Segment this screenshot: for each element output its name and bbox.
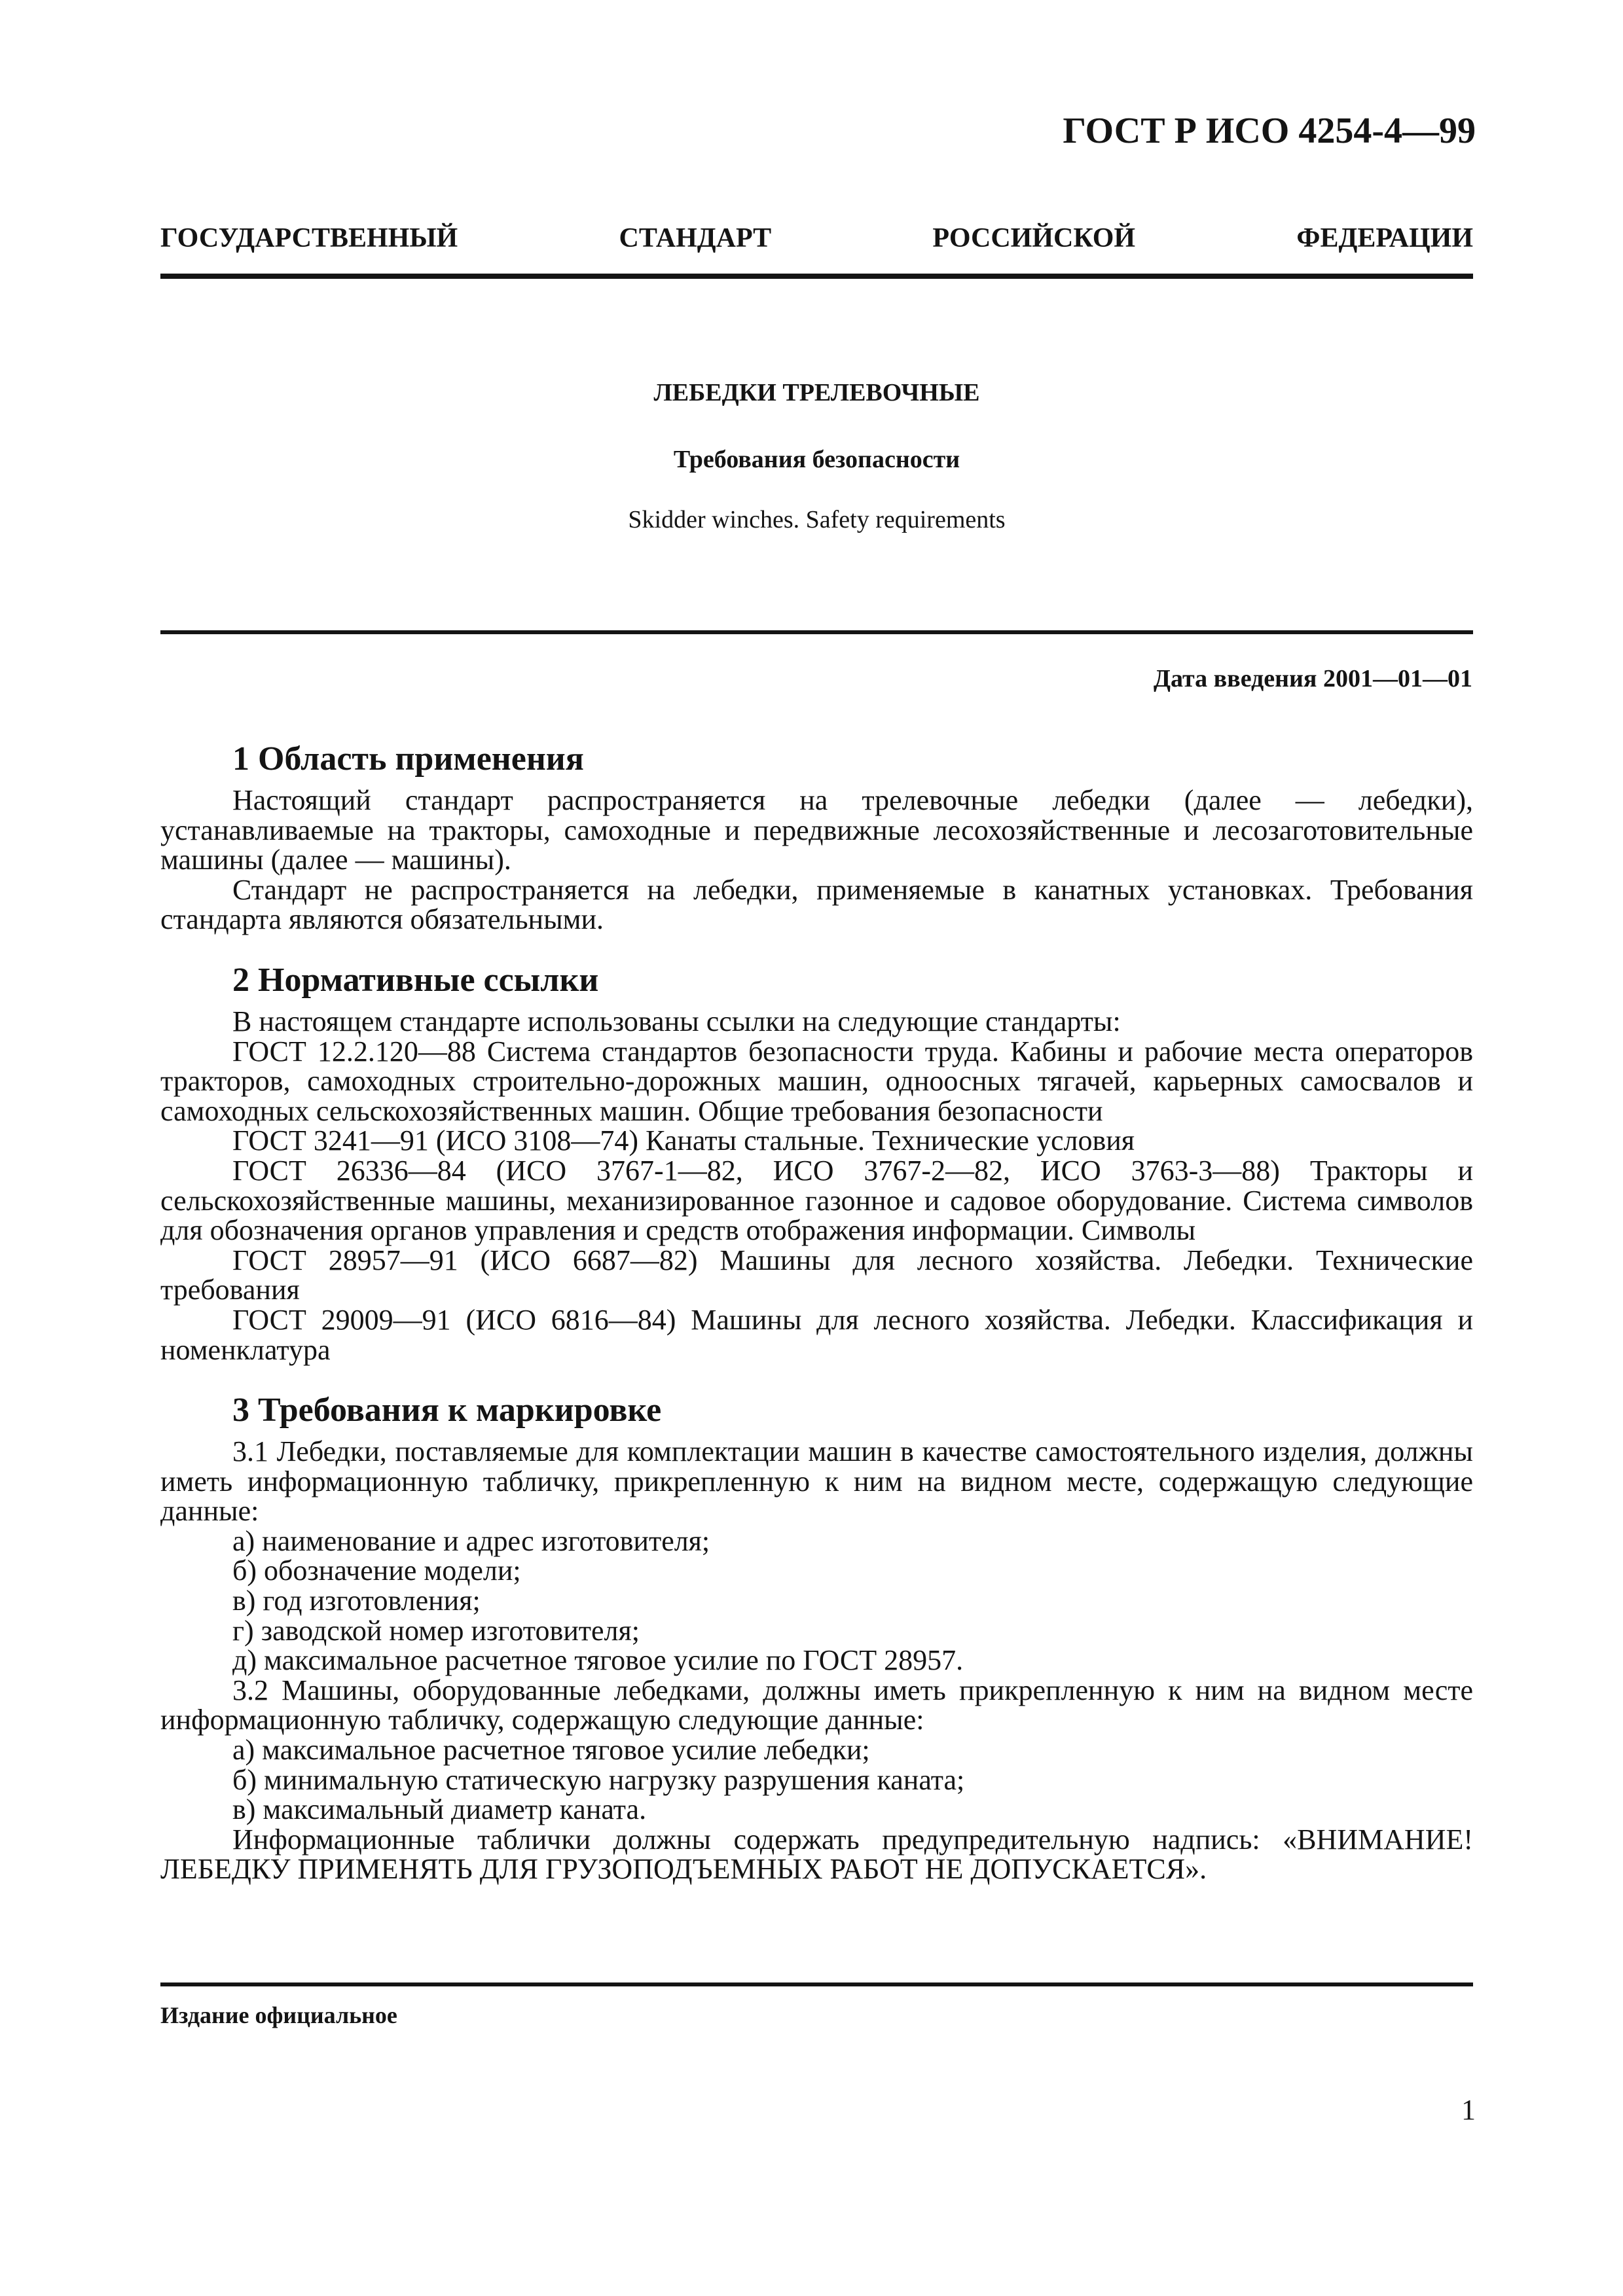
list-item: б) обозначение модели; (232, 1554, 521, 1587)
paragraph: 3.2 Машины, оборудованные лебедками, должны иметь прикрепленную к ним на видном месте информационную табличку, содержащую следующие данные: (160, 1674, 1473, 1736)
edition-label: Издание официальное (160, 2002, 397, 2028)
list-item: д) максимальное расчетное тяговое усилие по ГОСТ 28957. (232, 1644, 964, 1677)
paragraph: 3.1 Лебедки, поставляемые для комплектации машин в качестве самостоятельного изделия, должны иметь информационную табличку, прикрепленную к ним на видном месте, содержащую следующие данные: (160, 1435, 1473, 1528)
english-title: Skidder winches. Safety requirements (628, 506, 1006, 533)
reference-item: ГОСТ 12.2.120—88 Система стандартов безопасности труда. Кабины и рабочие места операторов тракторов, самоходных строительно-дорожных машин, одноосных тягачей, карьерных самосвалов и самоходных сельскохозяйственных машин. Общие требования безопасности (160, 1035, 1473, 1127)
paragraph: Стандарт не распространяется на лебедки, применяемые в канатных установках. Требования стандарта являются обязательными. (160, 873, 1473, 936)
introduction-date: Дата введения 2001—01—01 (1153, 665, 1472, 692)
document-subtitle: Требования безопасности (673, 446, 960, 473)
list-item: б) минимальную статическую нагрузку разрушения каната; (232, 1763, 965, 1796)
footer-rule (160, 1982, 1473, 1986)
list-item: в) максимальный диаметр каната. (232, 1793, 647, 1826)
reference-item: ГОСТ 29009—91 (ИСО 6816—84) Машины для лесного хозяйства. Лебедки. Классификация и номенклатура (160, 1303, 1473, 1366)
list-item: в) год изготовления; (232, 1585, 481, 1617)
title-rule (160, 630, 1473, 634)
section-heading-references: 2 Нормативные ссылки (232, 961, 599, 999)
document-number: ГОСТ Р ИСО 4254-4—99 (1063, 111, 1476, 151)
reference-item: ГОСТ 28957—91 (ИСО 6687—82) Машины для лесного хозяйства. Лебедки. Технические требования (160, 1244, 1473, 1306)
paragraph: Настоящий стандарт распространяется на трелевочные лебедки (далее — лебедки), устанавливаемые на тракторы, самоходные и передвижные лесохозяйственные и лесозаготовительные машины (далее — машины). (160, 784, 1473, 876)
section-heading-scope: 1 Область применения (232, 740, 584, 778)
reference-item: ГОСТ 26336—84 (ИСО 3767-1—82, ИСО 3767-2—82, ИСО 3763-3—88) Тракторы и сельскохозяйственные машины, механизированное газонное и садовое оборудование. Система символов для обозначения органов управления и средств отображения информации. Символы (160, 1154, 1473, 1247)
page-number: 1 (1461, 2094, 1476, 2126)
section-heading-marking: 3 Требования к маркировке (232, 1391, 662, 1429)
header-rule (160, 274, 1473, 279)
state-standard-line: ГОСУДАРСТВЕННЫЙ СТАНДАРТ РОССИЙСКОЙ ФЕДЕРАЦИИ (160, 223, 1473, 253)
document-title: ЛЕБЕДКИ ТРЕЛЕВОЧНЫЕ (653, 379, 980, 406)
list-item: г) заводской номер изготовителя; (232, 1614, 640, 1647)
warning-paragraph: Информационные таблички должны содержать предупредительную надпись: «ВНИМАНИЕ! ЛЕБЕДКУ ПРИМЕНЯТЬ ДЛЯ ГРУЗОПОДЪЕМНЫХ РАБОТ НЕ ДОПУСКАЕТСЯ». (160, 1823, 1473, 1886)
reference-item: ГОСТ 3241—91 (ИСО 3108—74) Канаты стальные. Технические условия (232, 1124, 1135, 1157)
paragraph: В настоящем стандарте использованы ссылки на следующие стандарты: (232, 1005, 1121, 1037)
list-item: а) максимальное расчетное тяговое усилие лебедки; (232, 1734, 870, 1767)
list-item: а) наименование и адрес изготовителя; (232, 1524, 710, 1557)
document-body (160, 740, 1473, 1884)
